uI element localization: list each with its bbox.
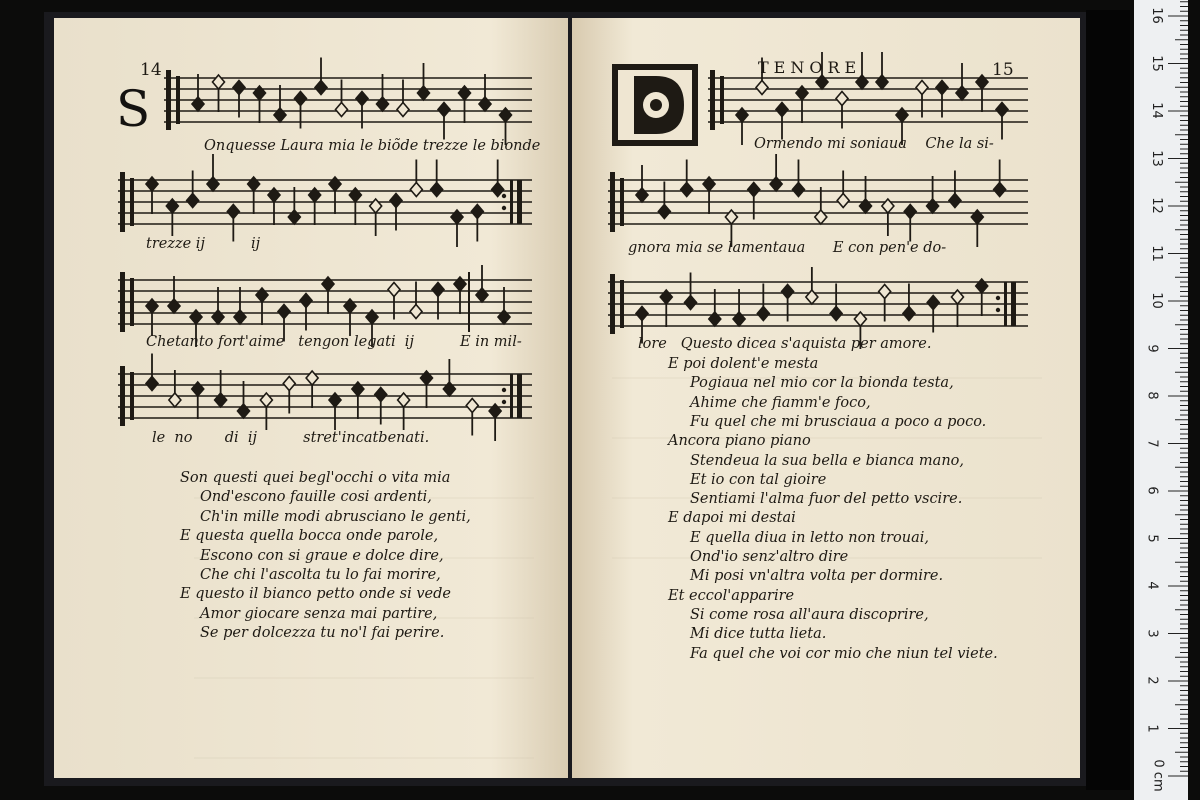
verse-line: Ond'io senz'altro dire xyxy=(690,549,849,565)
bar-line xyxy=(468,272,470,332)
verse-line: Son questi quei begl'occhi o vita mia xyxy=(180,470,451,486)
ruler-mark: 2 xyxy=(1144,676,1160,685)
bar-line xyxy=(517,374,522,418)
bar-line xyxy=(1011,282,1016,326)
decorated-initial-D xyxy=(612,64,698,146)
verse-line: Pogiaua nel mio cor la bionda testa, xyxy=(690,375,954,392)
repeat-dot xyxy=(996,296,1000,300)
ruler-mark: 1 xyxy=(1144,723,1160,733)
verse-line: Mi dice tutta lieta. xyxy=(690,626,827,643)
ruler-mark: 13 xyxy=(1148,149,1164,167)
ruler-mark: 4 xyxy=(1144,581,1160,590)
ruler-mark: 8 xyxy=(1144,391,1160,400)
lyric-line-right-2: gnora mia se lamentaua E con pen'e do- xyxy=(628,240,947,256)
ruler-mark: 6 xyxy=(1144,486,1160,495)
ruler-mark: 5 xyxy=(1144,533,1160,543)
ruler-mark: 9 xyxy=(1144,343,1160,353)
lyric-line-left-3: Chetanto fort'aime tengon legati ij E in mil- xyxy=(146,334,522,350)
verse-line: Che chi l'ascolta tu lo fai morire, xyxy=(200,567,441,583)
ruler-mark: 3 xyxy=(1144,628,1160,638)
clef-bar xyxy=(130,278,134,326)
ruler-mark: 12 xyxy=(1148,197,1164,214)
verse-line: E quella diua in letto non trouai, xyxy=(690,529,929,546)
bar-line xyxy=(517,180,522,224)
verse-line: Fu quel che mi brusciaua a poco a poco. xyxy=(690,413,987,430)
clef-bar xyxy=(166,70,171,130)
clef-bar xyxy=(610,172,615,232)
verse-line: Mi posi vn'altra volta per dormire. xyxy=(690,568,944,585)
ruler-mark: 16 xyxy=(1148,7,1164,24)
repeat-dot xyxy=(502,194,506,198)
verse-line: E poi dolent'e mesta xyxy=(668,356,819,372)
bar-line xyxy=(510,180,513,224)
ruler-mark: 0 cm xyxy=(1150,759,1166,792)
ruler-mark: 7 xyxy=(1144,438,1160,448)
verse-line: Fa quel che voi cor mio che niun tel viete. xyxy=(690,645,998,662)
verse-line: Et eccol'apparire xyxy=(668,587,795,604)
ruler-ticks xyxy=(1134,0,1188,800)
repeat-dot xyxy=(996,308,1000,312)
verse-line: Sentiami l'alma fuor del petto vscire. xyxy=(690,491,963,508)
initial-letter: S xyxy=(116,80,151,138)
repeat-dot xyxy=(502,388,506,392)
clef-bar xyxy=(120,366,125,426)
lyric-line-left-4: le no di ij stret'incatbenati. xyxy=(152,430,430,446)
running-head: TENORE xyxy=(758,58,862,77)
clef-bar xyxy=(130,178,134,226)
verse-line: E questo il bianco petto onde si vede xyxy=(180,586,451,603)
clef-bar xyxy=(176,76,180,124)
repeat-dot xyxy=(502,206,506,210)
clef-bar xyxy=(610,274,615,334)
ruler-mark: 10 xyxy=(1148,292,1164,309)
verse-line: Si come rosa all'aura discoprire, xyxy=(690,606,929,623)
verse-line: Stendeua la sua bella e bianca mano, xyxy=(690,452,964,469)
bar-line xyxy=(510,374,513,418)
verse-line: Escono con si graue e dolce dire, xyxy=(200,547,444,564)
page-number-right: 15 xyxy=(992,60,1014,80)
verse-line: Ond'escono fauille cosi ardenti, xyxy=(200,489,432,506)
lyric-line-left-2: trezze ij ij xyxy=(146,236,261,252)
verse-line: E dapoi mi destai xyxy=(668,510,796,527)
clef-bar xyxy=(120,172,125,232)
bar-line xyxy=(1004,282,1007,326)
verse-line: Ancora piano piano xyxy=(668,433,811,450)
ruler-body xyxy=(1134,0,1188,800)
ruler-mark: 15 xyxy=(1148,54,1164,72)
right-page xyxy=(572,18,1080,778)
verse-line: E questa quella bocca onde parole, xyxy=(180,528,439,545)
lyric-line-right-3: lore Questo dicea s'aquista per amore. xyxy=(638,336,932,352)
ruler-mark: 11 xyxy=(1148,244,1164,262)
verse-line: Et io con tal gioire xyxy=(690,471,827,488)
ruler-mark: 14 xyxy=(1148,102,1164,119)
clef-bar xyxy=(620,178,624,226)
verse-line: Ch'in mille modi abrusciano le genti, xyxy=(200,508,471,525)
clef-bar xyxy=(130,372,134,420)
page-number-left: 14 xyxy=(140,60,162,80)
clef-bar xyxy=(120,272,125,332)
lyric-line-right-1: Ormendo mi soniaua Che la si- xyxy=(754,136,994,152)
repeat-dot xyxy=(502,400,506,404)
left-page xyxy=(54,18,568,778)
verse-line: Amor giocare senza mai partire, xyxy=(200,605,438,622)
clef-bar xyxy=(710,70,715,130)
measuring-ruler xyxy=(1134,0,1188,800)
lyric-line-left-1: Onquesse Laura mia le biõde trezze le bionde xyxy=(204,138,541,154)
initial-ornament xyxy=(650,99,662,111)
verse-line: Se per dolcezza tu no'l fai perire. xyxy=(200,625,445,642)
verse-line: Ahime che fiamm'e foco, xyxy=(690,394,871,411)
clef-bar xyxy=(720,76,724,124)
clef-bar xyxy=(620,280,624,328)
